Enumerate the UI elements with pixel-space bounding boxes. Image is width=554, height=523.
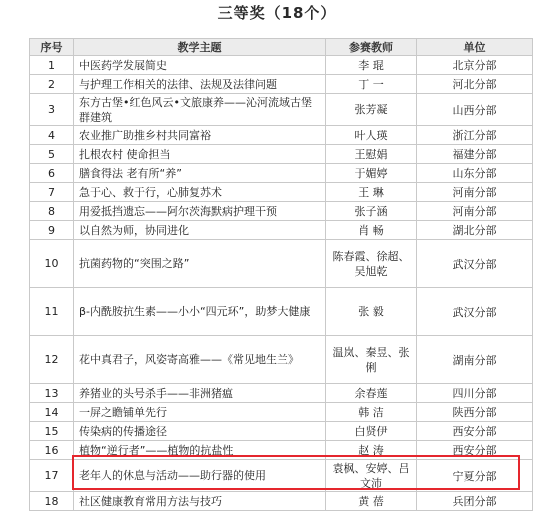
row-unit: 西安分部 bbox=[417, 422, 533, 441]
row-unit: 河南分部 bbox=[417, 183, 533, 202]
table-row bbox=[30, 240, 533, 288]
row-topic: 农业推广助推乡村共同富裕 bbox=[74, 126, 326, 145]
table-row-highlighted bbox=[30, 460, 533, 492]
table-header-row bbox=[30, 39, 533, 56]
row-teacher: 袁枫、安婷、吕文沛 bbox=[326, 460, 417, 492]
row-num: 18 bbox=[30, 492, 74, 511]
row-teacher: 丁 一 bbox=[326, 75, 417, 94]
row-teacher: 张芳凝 bbox=[326, 94, 417, 126]
awards-table bbox=[29, 38, 533, 511]
row-teacher: 韩 洁 bbox=[326, 403, 417, 422]
row-num: 16 bbox=[30, 441, 74, 460]
table-row bbox=[30, 56, 533, 75]
header-num: 序号 bbox=[30, 39, 74, 56]
table-row bbox=[30, 221, 533, 240]
row-topic: 扎根农村 使命担当 bbox=[74, 145, 326, 164]
row-unit: 宁夏分部 bbox=[417, 460, 533, 492]
row-teacher: 李 琨 bbox=[326, 56, 417, 75]
row-topic: 东方古堡•红色风云•文旅康养——沁河流域古堡群建筑 bbox=[74, 94, 326, 126]
header-teacher: 参赛教师 bbox=[326, 39, 417, 56]
row-num: 8 bbox=[30, 202, 74, 221]
row-topic: 膳食得法 老有所“养” bbox=[74, 164, 326, 183]
table-row bbox=[30, 145, 533, 164]
table-row bbox=[30, 164, 533, 183]
table-row bbox=[30, 75, 533, 94]
row-unit: 山西分部 bbox=[417, 94, 533, 126]
row-teacher: 白贤伊 bbox=[326, 422, 417, 441]
table-row bbox=[30, 422, 533, 441]
row-topic: 中医药学发展简史 bbox=[74, 56, 326, 75]
row-num: 9 bbox=[30, 221, 74, 240]
table-row bbox=[30, 336, 533, 384]
page-title: 三等奖（18个） bbox=[217, 4, 337, 22]
table-row bbox=[30, 492, 533, 511]
row-num: 12 bbox=[30, 336, 74, 384]
row-teacher: 陈春霞、徐超、吴旭乾 bbox=[326, 240, 417, 288]
header-topic: 教学主题 bbox=[74, 39, 326, 56]
row-num: 7 bbox=[30, 183, 74, 202]
row-unit: 湖南分部 bbox=[417, 336, 533, 384]
row-unit: 武汉分部 bbox=[417, 288, 533, 336]
row-teacher: 黄 蓓 bbox=[326, 492, 417, 511]
row-topic: 花中真君子，风姿寄高雅——《常见地生兰》 bbox=[74, 336, 326, 384]
row-topic: 用爱抵挡遗忘——阿尔茨海默病护理干预 bbox=[74, 202, 326, 221]
row-unit: 西安分部 bbox=[417, 441, 533, 460]
row-topic: 社区健康教育常用方法与技巧 bbox=[74, 492, 326, 511]
table-row bbox=[30, 126, 533, 145]
row-unit: 河南分部 bbox=[417, 202, 533, 221]
row-unit: 武汉分部 bbox=[417, 240, 533, 288]
row-topic: 老年人的休息与活动——助行器的使用 bbox=[74, 460, 326, 492]
table-row bbox=[30, 288, 533, 336]
row-topic: 与护理工作相关的法律、法规及法律问题 bbox=[74, 75, 326, 94]
table-row bbox=[30, 94, 533, 126]
row-num: 13 bbox=[30, 384, 74, 403]
row-unit: 山东分部 bbox=[417, 164, 533, 183]
row-num: 4 bbox=[30, 126, 74, 145]
row-num: 17 bbox=[30, 460, 74, 492]
row-unit: 河北分部 bbox=[417, 75, 533, 94]
row-teacher: 王 琳 bbox=[326, 183, 417, 202]
row-topic: 养猪业的头号杀手——非洲猪瘟 bbox=[74, 384, 326, 403]
row-topic: β-内酰胺抗生素——小小“四元环”，助梦大健康 bbox=[74, 288, 326, 336]
row-num: 1 bbox=[30, 56, 74, 75]
row-topic: 传染病的传播途径 bbox=[74, 422, 326, 441]
row-num: 15 bbox=[30, 422, 74, 441]
row-num: 10 bbox=[30, 240, 74, 288]
row-num: 6 bbox=[30, 164, 74, 183]
table-row bbox=[30, 183, 533, 202]
row-topic: 植物“逆行者”——植物的抗盐性 bbox=[74, 441, 326, 460]
row-num: 14 bbox=[30, 403, 74, 422]
row-teacher: 王慰娟 bbox=[326, 145, 417, 164]
header-unit: 单位 bbox=[417, 39, 533, 56]
row-topic: 以自然为师，协同进化 bbox=[74, 221, 326, 240]
row-unit: 四川分部 bbox=[417, 384, 533, 403]
row-topic: 一屏之瞻铺单先行 bbox=[74, 403, 326, 422]
table-row bbox=[30, 202, 533, 221]
table-row bbox=[30, 403, 533, 422]
row-topic: 抗菌药物的“突围之路” bbox=[74, 240, 326, 288]
row-teacher: 余春莲 bbox=[326, 384, 417, 403]
row-unit: 兵团分部 bbox=[417, 492, 533, 511]
row-teacher: 叶人瑛 bbox=[326, 126, 417, 145]
row-unit: 福建分部 bbox=[417, 145, 533, 164]
table-row bbox=[30, 384, 533, 403]
row-teacher: 张子涵 bbox=[326, 202, 417, 221]
row-topic: 急于心、救于行，心肺复苏术 bbox=[74, 183, 326, 202]
row-teacher: 赵 涛 bbox=[326, 441, 417, 460]
row-num: 5 bbox=[30, 145, 74, 164]
row-unit: 湖北分部 bbox=[417, 221, 533, 240]
row-num: 11 bbox=[30, 288, 74, 336]
row-teacher: 于媚婷 bbox=[326, 164, 417, 183]
row-teacher: 温岚、秦昱、张俐 bbox=[326, 336, 417, 384]
table-row bbox=[30, 441, 533, 460]
row-teacher: 肖 畅 bbox=[326, 221, 417, 240]
row-teacher: 张 毅 bbox=[326, 288, 417, 336]
row-unit: 北京分部 bbox=[417, 56, 533, 75]
row-unit: 浙江分部 bbox=[417, 126, 533, 145]
row-num: 2 bbox=[30, 75, 74, 94]
row-unit: 陕西分部 bbox=[417, 403, 533, 422]
row-num: 3 bbox=[30, 94, 74, 126]
